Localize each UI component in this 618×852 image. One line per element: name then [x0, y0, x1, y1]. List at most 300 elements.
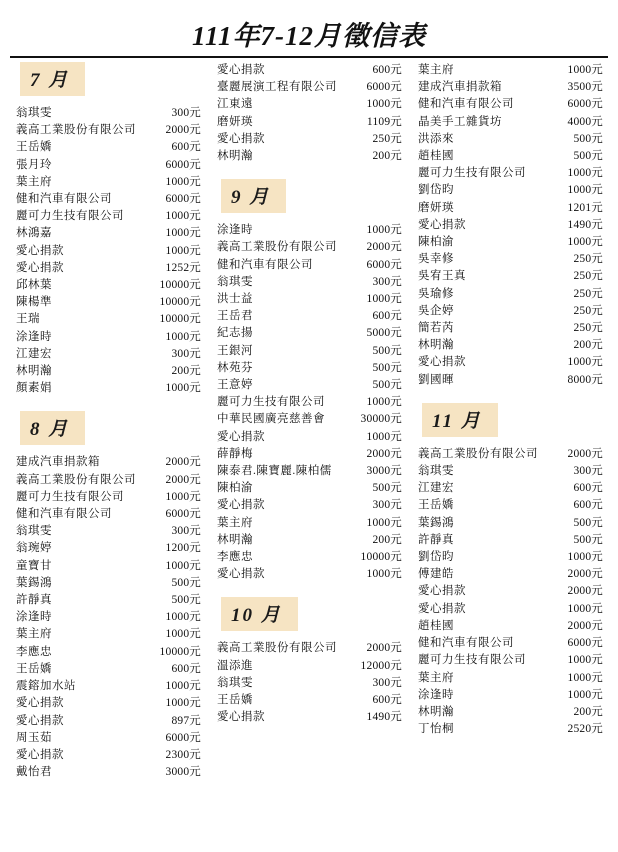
list-item	[213, 692, 404, 709]
list-item	[12, 730, 203, 747]
list-item	[12, 174, 203, 191]
donor-amount: 500元	[573, 150, 603, 163]
list-item	[414, 687, 605, 704]
donor-name: 葉主府	[418, 64, 454, 76]
list-item	[12, 191, 203, 208]
donor-amount: 200元	[171, 365, 201, 378]
donor-name: 劉岱昀	[418, 184, 454, 197]
donor-name: 林鴻嘉	[16, 227, 52, 240]
list-item	[414, 704, 605, 721]
list-item	[414, 515, 605, 532]
list-item	[12, 575, 203, 592]
list-item	[213, 308, 404, 325]
donor-name: 涂逢時	[16, 330, 52, 343]
month-badge-november: 11 月	[422, 403, 498, 437]
title-divider	[10, 56, 608, 58]
list-item	[414, 635, 605, 652]
list-item	[213, 96, 404, 113]
entry-list-july-continued	[213, 62, 404, 165]
donor-amount: 1000元	[567, 64, 603, 76]
list-item	[213, 343, 404, 360]
list-item	[12, 454, 203, 471]
donor-name: 義高工業股份有限公司	[217, 241, 337, 254]
list-item	[12, 747, 203, 764]
donor-name: 劉國暉	[418, 373, 454, 386]
donor-amount: 1000元	[366, 224, 402, 237]
donor-amount: 6000元	[165, 508, 201, 521]
donor-amount: 2000元	[366, 642, 402, 655]
list-item	[414, 268, 605, 285]
donor-name: 吳宥王真	[418, 270, 466, 283]
list-item	[213, 62, 404, 79]
donor-amount: 2000元	[567, 585, 603, 598]
list-item	[12, 644, 203, 661]
donor-name: 愛心捐款	[217, 64, 265, 76]
donor-name: 磨妍瑛	[217, 115, 253, 128]
donor-amount: 1000元	[165, 559, 201, 572]
list-item	[213, 709, 404, 726]
donor-name: 張月玲	[16, 158, 52, 171]
donor-amount: 10000元	[360, 551, 402, 564]
list-item	[213, 377, 404, 394]
donor-name: 李應忠	[16, 645, 52, 658]
donor-name: 建成汽車捐款箱	[418, 81, 502, 94]
donor-amount: 1000元	[567, 167, 603, 180]
donor-amount: 2000元	[165, 124, 201, 137]
list-item	[414, 114, 605, 131]
list-item	[213, 640, 404, 657]
donor-name: 中華民國廣亮慈善會	[217, 413, 325, 426]
list-item	[213, 675, 404, 692]
list-item	[213, 239, 404, 256]
month-badge-october: 10 月	[221, 597, 298, 631]
list-item	[414, 286, 605, 303]
entry-list-august	[12, 454, 203, 781]
donor-amount: 600元	[171, 141, 201, 154]
donor-amount: 600元	[573, 499, 603, 512]
donor-name: 涂逢時	[16, 611, 52, 624]
list-item	[414, 566, 605, 583]
donor-amount: 2000元	[366, 241, 402, 254]
donor-amount: 897元	[171, 714, 201, 727]
list-item	[12, 122, 203, 139]
donor-amount: 4000元	[567, 115, 603, 128]
donor-name: 健和汽車有限公司	[16, 193, 112, 206]
donor-amount: 1000元	[165, 382, 201, 395]
donor-name: 臺麗展演工程有限公司	[217, 81, 337, 94]
list-item	[12, 329, 203, 346]
list-item	[414, 303, 605, 320]
donor-name: 愛心捐款	[16, 261, 64, 274]
column-3	[414, 62, 605, 787]
list-item	[414, 670, 605, 687]
list-item	[213, 360, 404, 377]
donor-amount: 3500元	[567, 81, 603, 94]
donor-amount: 250元	[573, 270, 603, 283]
donor-name: 林明瀚	[217, 533, 253, 546]
donor-amount: 1000元	[366, 293, 402, 306]
donor-amount: 5000元	[366, 327, 402, 340]
donor-amount: 10000元	[159, 296, 201, 309]
month-badge-september: 9 月	[221, 179, 286, 213]
donor-name: 許靜真	[16, 594, 52, 607]
donor-name: 周玉茹	[16, 731, 52, 744]
donor-name: 林明瀚	[418, 705, 454, 718]
donor-name: 葉主府	[418, 671, 454, 684]
donor-name: 愛心捐款	[217, 499, 265, 512]
donor-amount: 3000元	[366, 465, 402, 478]
donor-name: 顏素娟	[16, 382, 52, 395]
donor-amount: 1000元	[165, 175, 201, 188]
donor-name: 簡若芮	[418, 322, 454, 335]
donor-amount: 500元	[171, 594, 201, 607]
donor-amount: 1000元	[366, 396, 402, 409]
donor-name: 翁琪雯	[418, 465, 454, 478]
donor-amount: 250元	[573, 287, 603, 300]
list-item	[414, 148, 605, 165]
donor-amount: 250元	[573, 322, 603, 335]
list-item	[414, 234, 605, 251]
columns-container	[12, 62, 606, 787]
donor-amount: 6000元	[165, 158, 201, 171]
donor-amount: 6000元	[165, 193, 201, 206]
donor-amount: 10000元	[159, 313, 201, 326]
donor-amount: 1490元	[366, 711, 402, 724]
donor-name: 愛心捐款	[418, 356, 466, 369]
donor-amount: 1000元	[165, 628, 201, 641]
donor-amount: 1000元	[165, 210, 201, 223]
list-item	[12, 472, 203, 489]
list-item	[12, 225, 203, 242]
donor-name: 趙桂國	[418, 150, 454, 163]
page-title: 111年7-12月徵信表	[191, 21, 426, 51]
donor-amount: 1000元	[366, 430, 402, 443]
donor-name: 麗可力生技有限公司	[418, 654, 526, 667]
donor-name: 吳幸修	[418, 253, 454, 266]
list-item	[414, 217, 605, 234]
donor-name: 王岳嬌	[418, 499, 454, 512]
list-item	[12, 294, 203, 311]
donor-amount: 600元	[171, 662, 201, 675]
donor-amount: 1200元	[165, 542, 201, 555]
donor-amount: 600元	[372, 694, 402, 707]
donor-amount: 1000元	[567, 184, 603, 197]
donor-amount: 1000元	[165, 680, 201, 693]
list-item	[12, 208, 203, 225]
donor-name: 磨妍瑛	[418, 201, 454, 214]
donor-amount: 1000元	[567, 236, 603, 249]
donor-amount: 2000元	[366, 447, 402, 460]
list-item	[213, 79, 404, 96]
donor-amount: 300元	[171, 107, 201, 119]
donor-name: 麗可力生技有限公司	[418, 167, 526, 180]
list-item	[213, 429, 404, 446]
donor-name: 建成汽車捐款箱	[16, 456, 100, 469]
donor-name: 葉錫鴻	[418, 516, 454, 529]
donor-name: 義高工業股份有限公司	[217, 642, 337, 655]
donor-name: 王岳君	[217, 310, 253, 323]
list-item	[213, 446, 404, 463]
list-item	[414, 131, 605, 148]
donor-name: 麗可力生技有限公司	[16, 490, 124, 503]
list-item	[213, 257, 404, 274]
donor-name: 愛心捐款	[418, 602, 466, 615]
list-item	[414, 480, 605, 497]
donor-amount: 1109元	[366, 115, 402, 128]
list-item	[12, 626, 203, 643]
list-item	[12, 380, 203, 397]
donor-name: 翁琪雯	[217, 676, 253, 689]
list-item	[414, 721, 605, 738]
donor-amount: 1000元	[567, 688, 603, 701]
donor-amount: 600元	[372, 310, 402, 323]
donor-name: 葉主府	[16, 628, 52, 641]
donor-amount: 250元	[573, 304, 603, 317]
donor-amount: 250元	[573, 253, 603, 266]
donor-amount: 500元	[372, 361, 402, 374]
donor-name: 愛心捐款	[217, 132, 265, 145]
donor-name: 麗可力生技有限公司	[16, 210, 124, 223]
list-item	[414, 549, 605, 566]
donor-amount: 1490元	[567, 218, 603, 231]
list-item	[414, 79, 605, 96]
donor-name: 溫添進	[217, 659, 253, 672]
donor-amount: 1201元	[567, 201, 603, 214]
list-item	[414, 463, 605, 480]
donor-name: 愛心捐款	[217, 568, 265, 581]
list-item	[12, 346, 203, 363]
donor-name: 健和汽車有限公司	[16, 508, 112, 521]
donor-name: 洪士益	[217, 293, 253, 306]
donor-amount: 200元	[372, 150, 402, 163]
donor-name: 薛靜梅	[217, 447, 253, 460]
donor-amount: 500元	[372, 344, 402, 357]
donor-amount: 500元	[372, 379, 402, 392]
donor-amount: 6000元	[366, 258, 402, 271]
month-badge-august: 8 月	[20, 411, 85, 445]
list-item	[213, 325, 404, 342]
donor-name: 愛心捐款	[217, 711, 265, 724]
donor-amount: 1000元	[567, 356, 603, 369]
donor-amount: 1000元	[567, 671, 603, 684]
donor-name: 麗可力生技有限公司	[217, 396, 325, 409]
donor-name: 陳柏渝	[217, 482, 253, 495]
list-item	[414, 251, 605, 268]
list-item	[414, 652, 605, 669]
donor-name: 王岳嬌	[16, 662, 52, 675]
donor-name: 健和汽車有限公司	[418, 98, 514, 111]
donor-name: 愛心捐款	[418, 585, 466, 598]
donor-amount: 500元	[573, 132, 603, 145]
donor-amount: 300元	[372, 499, 402, 512]
donor-amount: 300元	[171, 525, 201, 538]
list-item	[12, 105, 203, 122]
list-item	[213, 411, 404, 428]
donor-amount: 1000元	[567, 551, 603, 564]
donor-name: 涂逢時	[217, 224, 253, 237]
list-item	[12, 260, 203, 277]
list-item	[12, 540, 203, 557]
list-item	[213, 549, 404, 566]
list-item	[12, 592, 203, 609]
donor-name: 林明瀚	[217, 150, 253, 163]
donor-name: 王銀河	[217, 344, 253, 357]
donor-name: 震鎔加水站	[16, 680, 76, 693]
donor-amount: 600元	[573, 482, 603, 495]
donor-name: 愛心捐款	[16, 714, 64, 727]
list-item	[12, 277, 203, 294]
donor-name: 江建宏	[418, 482, 454, 495]
donor-amount: 2520元	[567, 723, 603, 736]
donor-amount: 30000元	[360, 413, 402, 426]
list-item	[12, 678, 203, 695]
donor-amount: 300元	[372, 275, 402, 288]
donor-amount: 6000元	[567, 98, 603, 111]
donor-name: 洪添來	[418, 132, 454, 145]
list-item	[414, 446, 605, 463]
donor-amount: 1000元	[165, 227, 201, 240]
donor-name: 吳企婷	[418, 304, 454, 317]
donor-amount: 1000元	[165, 330, 201, 343]
list-item	[12, 157, 203, 174]
list-item	[414, 372, 605, 389]
donor-amount: 3000元	[165, 766, 201, 779]
donor-amount: 10000元	[159, 645, 201, 658]
donor-name: 趙桂國	[418, 619, 454, 632]
entry-list-november	[414, 446, 605, 738]
list-item	[213, 497, 404, 514]
donor-amount: 1000元	[165, 490, 201, 503]
list-item	[213, 566, 404, 583]
donor-amount: 500元	[372, 482, 402, 495]
donor-name: 葉主府	[217, 516, 253, 529]
list-item	[12, 243, 203, 260]
donor-name: 林明瀚	[418, 339, 454, 352]
list-item	[414, 583, 605, 600]
list-item	[12, 139, 203, 156]
donor-name: 愛心捐款	[418, 218, 466, 231]
donor-amount: 300元	[573, 465, 603, 478]
donor-amount: 2000元	[165, 456, 201, 469]
donor-name: 王意婷	[217, 379, 253, 392]
list-item	[414, 200, 605, 217]
list-item	[414, 96, 605, 113]
donor-name: 愛心捐款	[16, 244, 64, 257]
donor-amount: 200元	[573, 339, 603, 352]
donor-amount: 2300元	[165, 748, 201, 761]
list-item	[414, 182, 605, 199]
list-item	[213, 222, 404, 239]
donor-name: 葉主府	[16, 175, 52, 188]
list-item	[414, 497, 605, 514]
entry-list-september	[213, 222, 404, 583]
list-item	[213, 658, 404, 675]
donor-name: 愛心捐款	[16, 748, 64, 761]
donor-name: 王岳嬌	[16, 141, 52, 154]
list-item	[12, 764, 203, 781]
donor-amount: 2000元	[567, 619, 603, 632]
donor-amount: 1000元	[567, 602, 603, 615]
donor-name: 晶美手工雜貨坊	[418, 115, 502, 128]
donor-name: 愛心捐款	[217, 430, 265, 443]
donor-name: 林苑芬	[217, 361, 253, 374]
donor-name: 陳柏渝	[418, 236, 454, 249]
donor-amount: 600元	[372, 64, 402, 76]
donor-name: 吳瑜修	[418, 287, 454, 300]
list-item	[213, 532, 404, 549]
donor-name: 愛心捐款	[16, 697, 64, 710]
list-item	[12, 609, 203, 626]
list-item	[213, 291, 404, 308]
column-1	[12, 62, 203, 787]
list-item	[213, 131, 404, 148]
donor-name: 義高工業股份有限公司	[16, 473, 136, 486]
donor-name: 葉錫鴻	[16, 576, 52, 589]
list-item	[414, 354, 605, 371]
donor-name: 翁琪雯	[217, 275, 253, 288]
donor-name: 江東遠	[217, 98, 253, 111]
list-item	[12, 523, 203, 540]
donor-amount: 1000元	[165, 244, 201, 257]
donor-amount: 6000元	[567, 637, 603, 650]
donor-name: 戴怡君	[16, 766, 52, 779]
donor-name: 邱林葉	[16, 279, 52, 292]
list-item	[12, 506, 203, 523]
donor-amount: 300元	[171, 347, 201, 360]
list-item	[12, 489, 203, 506]
donor-name: 王岳嬌	[217, 694, 253, 707]
donor-name: 江建宏	[16, 347, 52, 360]
list-item	[213, 394, 404, 411]
list-item	[414, 165, 605, 182]
donor-amount: 500元	[573, 516, 603, 529]
donor-name: 翁琬婷	[16, 542, 52, 555]
donor-amount: 6000元	[165, 731, 201, 744]
donor-name: 涂逢時	[418, 688, 454, 701]
donor-amount: 1000元	[366, 98, 402, 111]
list-item	[213, 480, 404, 497]
donor-amount: 1000元	[366, 568, 402, 581]
list-item	[414, 320, 605, 337]
column-2	[213, 62, 404, 787]
donor-name: 劉岱昀	[418, 551, 454, 564]
donor-name: 健和汽車有限公司	[418, 637, 514, 650]
donor-amount: 300元	[372, 676, 402, 689]
donor-name: 童寶甘	[16, 559, 52, 572]
donor-name: 健和汽車有限公司	[217, 258, 313, 271]
donor-name: 陳泰君.陳寶麗.陳柏儒	[217, 465, 332, 478]
donor-name: 紀志揚	[217, 327, 253, 340]
list-item	[414, 532, 605, 549]
donor-amount: 2000元	[567, 568, 603, 581]
entry-list-october	[213, 640, 404, 726]
donor-name: 義高工業股份有限公司	[418, 447, 538, 460]
donor-name: 翁琪雯	[16, 525, 52, 538]
list-item	[213, 274, 404, 291]
list-item	[213, 114, 404, 131]
donor-amount: 6000元	[366, 81, 402, 94]
donor-name: 許靜真	[418, 533, 454, 546]
donor-amount: 500元	[171, 576, 201, 589]
list-item	[12, 695, 203, 712]
donor-name: 義高工業股份有限公司	[16, 124, 136, 137]
list-item	[213, 515, 404, 532]
list-item	[12, 713, 203, 730]
list-item	[213, 463, 404, 480]
list-item	[414, 337, 605, 354]
donor-amount: 2000元	[165, 473, 201, 486]
list-item	[12, 661, 203, 678]
